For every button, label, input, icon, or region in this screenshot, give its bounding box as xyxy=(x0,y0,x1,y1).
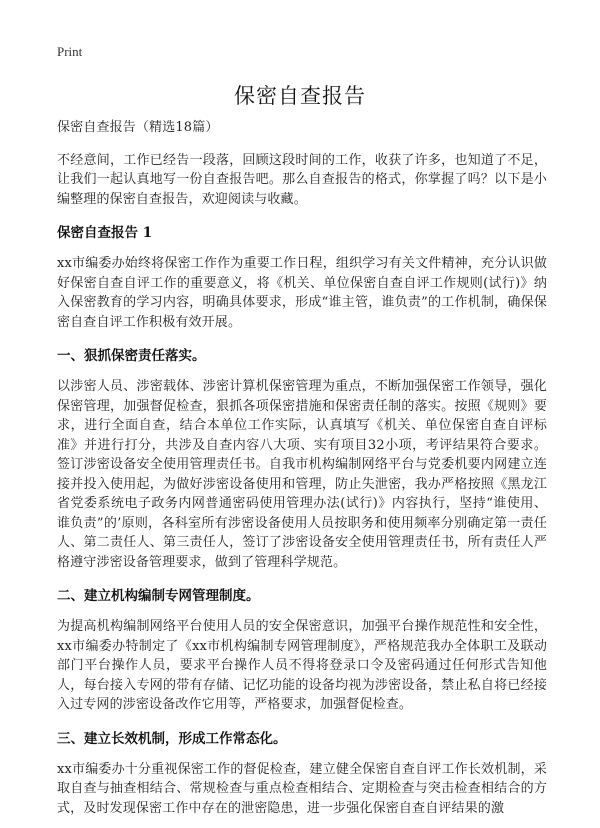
section-paragraph: xx市编委办始终将保密工作作为重要工作日程，组织学习有关文件精神，充分认识做好保密自查自评工作的重要意义，将《机关、单位保密自查自评工作规则(试行)》纳入保密教育的学习内容，明确具体要求，形成“谁主管，谁负责”的工作机制，确保保密自查自评工作积极有效开展。 xyxy=(57,256,547,330)
page-title: 保密自查报告 xyxy=(234,84,366,108)
section-heading: 保密自查报告 1 xyxy=(57,225,153,241)
subsection-heading-3: 三、建立长效机制，形成工作常态化。 xyxy=(57,730,287,747)
print-link[interactable]: Print xyxy=(57,44,83,59)
subsection-heading-2: 二、建立机构编制专网管理制度。 xyxy=(57,588,260,604)
subsection-heading-1: 一、狠抓保密责任落实。 xyxy=(57,348,206,364)
subsection-paragraph-2: 为提高机构编制网络平台使用人员的安全保密意识，加强平台操作规范性和安全性，xx市编委办特制定了《xx市机构编制专网管理制度》，严格规范我办全体职工及联动部门平台操作人员，要求平台操作人员不得将登录口令及密码通过任何形式告知他人，每台接入专网的带有存储、记忆功能的设备均视为涉密设备，禁止私自将已经接入过专网的涉密设备改作它用等，严格要求，加强督促检查。 xyxy=(57,619,547,712)
document-body xyxy=(57,118,547,818)
intro-paragraph: 不经意间，工作已经告一段落，回顾这段时间的工作，收获了许多，也知道了不足，让我们一起认真地写一份自查报告吧。那么自查报告的格式，你掌握了吗？以下是小编整理的保密自查报告，欢迎阅读与收藏。 xyxy=(57,152,547,207)
subsection-paragraph-3: xx市编委办十分重视保密工作的督促检查，建立健全保密自查自评工作长效机制，采取自查与抽查相结合、常规检查与重点检查相结合、定期检查与突击检查相结合的方式，及时发现保密工作中存在的泄密隐患，进一步强化保密自查自评结果的激 xyxy=(57,761,547,816)
subsection-paragraph-1: 以涉密人员、涉密载体、涉密计算机保密管理为重点，不断加强保密工作领导，强化保密管理，加强督促检查，狠抓各项保密措施和保密责任制的落实。按照《规则》要求，进行全面自查，结合本单位工作实际，认真填写《机关、单位保密自查自评标准》并进行打分，共涉及自查内容八大项、实有项目32小项，考评结果符合要求。签订涉密设备安全使用管理责任书。自我市机构编制网络平台与党委机要内网建立连接并投入使用起，为做好涉密设备使用和管理，防止失泄密，我办严格按照《黑龙江省党委系统电子政务内网普通密码使用管理办法(试行)》内容执行，坚持“谁使用、谁负责”的’原则，各科室所有涉密设备使用人员按职务和使用频率分别确定第一责任人、第二责任人、第三责任人，签订了涉密设备安全使用管理责任书，所有责任人严格遵守涉密设备管理要求，做到了管理科学规范。 xyxy=(57,379,547,570)
document-subtitle: 保密自查报告（精选18篇） xyxy=(57,120,219,135)
